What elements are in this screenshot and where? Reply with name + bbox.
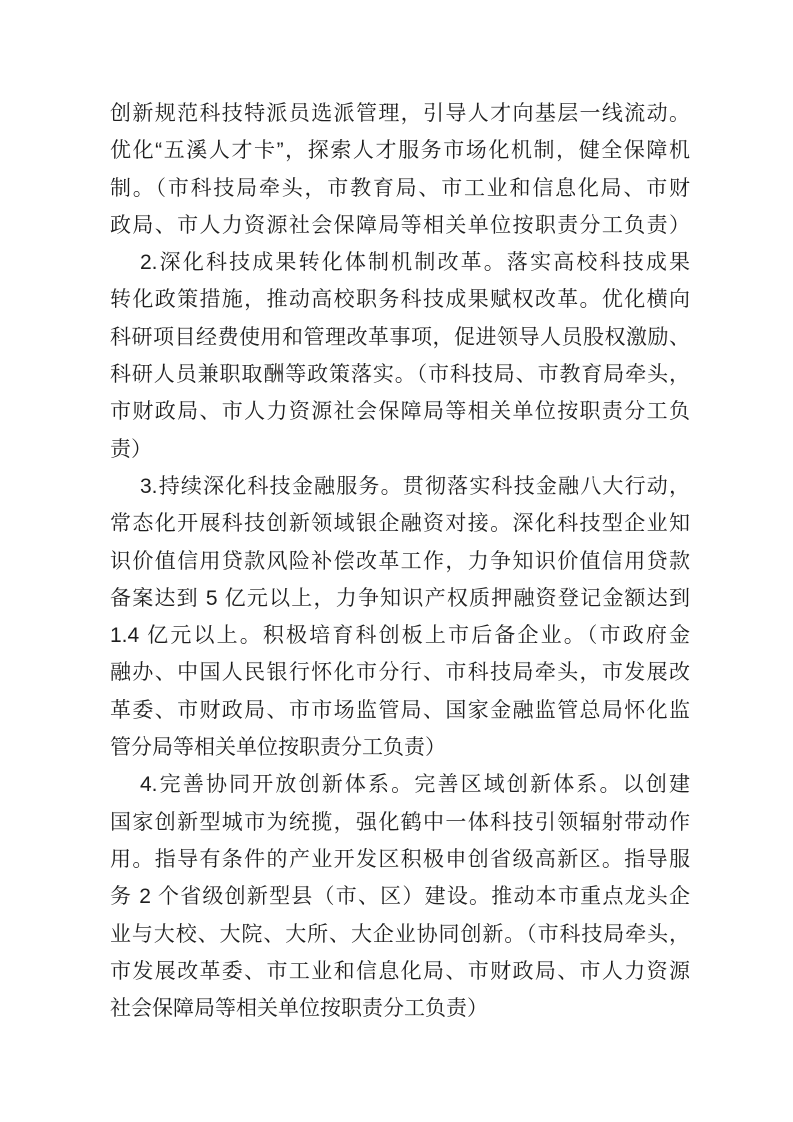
text-line: 市财政局、市人力资源社会保障局等相关单位按职责分工负 bbox=[110, 400, 690, 424]
text-line: 融办、中国人民银行怀化市分行、市科技局牵头，市发展改 bbox=[110, 661, 690, 685]
text-line: 1.4 亿元以上。积极培育科创板上市后备企业。（市政府金 bbox=[110, 624, 690, 648]
text-line: 社会保障局等相关单位按职责分工负责） bbox=[110, 997, 488, 1021]
text-line: 革委、市财政局、市市场监管局、国家金融监管总局怀化监 bbox=[110, 698, 690, 722]
text-line: 4.完善协同开放创新体系。完善区域创新体系。以创建 bbox=[140, 773, 690, 797]
text-line: 科研人员兼职取酬等政策落实。（市科技局、市教育局牵头， bbox=[110, 363, 690, 387]
paragraph-item-4 bbox=[110, 766, 690, 1027]
text-line: 制。（市科技局牵头，市教育局、市工业和信息化局、市财 bbox=[110, 176, 690, 200]
text-line: 市发展改革委、市工业和信息化局、市财政局、市人力资源 bbox=[110, 959, 690, 983]
text-line: 责） bbox=[110, 437, 152, 461]
text-line: 用。指导有条件的产业开发区积极申创省级高新区。指导服 bbox=[110, 847, 690, 871]
paragraph-item-3 bbox=[110, 468, 690, 766]
text-line: 识价值信用贷款风险补偿改革工作，力争知识价值信用贷款 bbox=[110, 549, 690, 573]
text-line: 优化“五溪人才卡”，探索人才服务市场化机制，健全保障机 bbox=[110, 139, 690, 163]
text-line: 2.深化科技成果转化体制机制改革。落实高校科技成果 bbox=[140, 251, 690, 275]
text-line: 常态化开展科技创新领域银企融资对接。深化科技型企业知 bbox=[110, 512, 690, 536]
text-line: 备案达到 5 亿元以上，力争知识产权质押融资登记金额达到 bbox=[110, 586, 690, 610]
text-line: 政局、市人力资源社会保障局等相关单位按职责分工负责） bbox=[110, 213, 690, 237]
text-line: 转化政策措施，推动高校职务科技成果赋权改革。优化横向 bbox=[110, 288, 690, 312]
paragraph-continuation bbox=[110, 95, 690, 244]
text-line: 务 2 个省级创新型县（市、区）建设。推动本市重点龙头企 bbox=[110, 885, 690, 909]
text-line: 国家创新型城市为统揽，强化鹤中一体科技引领辐射带动作 bbox=[110, 810, 690, 834]
text-line: 业与大校、大院、大所、大企业协同创新。（市科技局牵头， bbox=[110, 922, 690, 946]
text-line: 3.持续深化科技金融服务。贯彻落实科技金融八大行动， bbox=[140, 474, 690, 498]
paragraph-item-2 bbox=[110, 244, 690, 468]
text-line: 管分局等相关单位按职责分工负责） bbox=[110, 736, 446, 760]
text-line: 科研项目经费使用和管理改革事项，促进领导人员股权激励、 bbox=[110, 325, 690, 349]
text-line: 创新规范科技特派员选派管理，引导人才向基层一线流动。 bbox=[110, 102, 690, 125]
